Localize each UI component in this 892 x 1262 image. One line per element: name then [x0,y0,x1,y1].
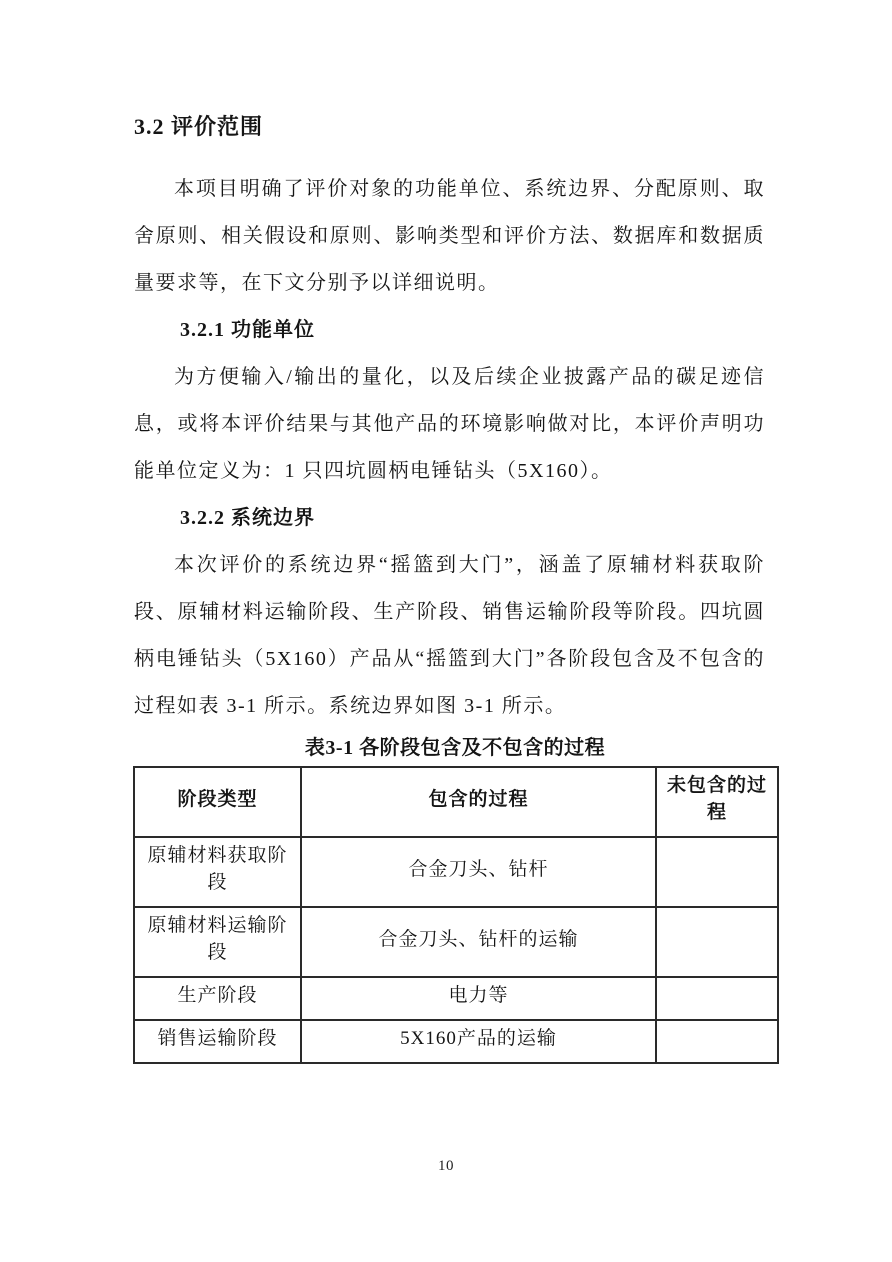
table-header-excluded-processes: 未包含的过程 [656,767,778,837]
table-row [134,907,778,977]
cell-stage: 生产阶段 [134,977,301,1020]
cell-included: 合金刀头、钻杆 [301,837,656,907]
subsection-heading-system-boundary: 3.2.2 系统边界 [180,507,315,529]
cell-stage: 销售运输阶段 [134,1020,301,1063]
cell-excluded [656,837,778,907]
functional-unit-paragraph: 为方便输入/输出的量化，以及后续企业披露产品的碳足迹信息，或将本评价结果与其他产品的环境影响做对比，本评价声明功能单位定义为：1 只四坑圆柄电锤钻头（5X160）。 [134,366,765,482]
cell-excluded [656,977,778,1020]
section-heading: 3.2 评价范围 [134,114,264,139]
cell-stage: 原辅材料获取阶段 [134,837,301,907]
table-header-included-processes: 包含的过程 [301,767,656,837]
table-header-row [134,767,778,837]
table-header-stage-type: 阶段类型 [134,767,301,837]
cell-included: 5X160产品的运输 [301,1020,656,1063]
page-number: 10 [438,1158,454,1174]
intro-paragraph: 本项目明确了评价对象的功能单位、系统边界、分配原则、取舍原则、相关假设和原则、影响类型和评价方法、数据库和数据质量要求等，在下文分别予以详细说明。 [134,178,765,294]
table-row [134,837,778,907]
table-caption: 表3-1 各阶段包含及不包含的过程 [304,737,606,759]
cell-excluded [656,1020,778,1063]
table-row [134,1020,778,1063]
cell-stage: 原辅材料运输阶段 [134,907,301,977]
table-row [134,977,778,1020]
cell-included: 电力等 [301,977,656,1020]
cell-included: 合金刀头、钻杆的运输 [301,907,656,977]
stages-table [133,766,779,1064]
system-boundary-paragraph: 本次评价的系统边界“摇篮到大门”，涵盖了原辅材料获取阶段、原辅材料运输阶段、生产阶段、销售运输阶段等阶段。四坑圆柄电锤钻头（5X160）产品从“摇篮到大门”各阶段包含及不包含的过程如表 3-1 所示。系统边界如图 3-1 所示。 [134,554,765,717]
cell-excluded [656,907,778,977]
subsection-heading-functional-unit: 3.2.1 功能单位 [180,319,315,341]
